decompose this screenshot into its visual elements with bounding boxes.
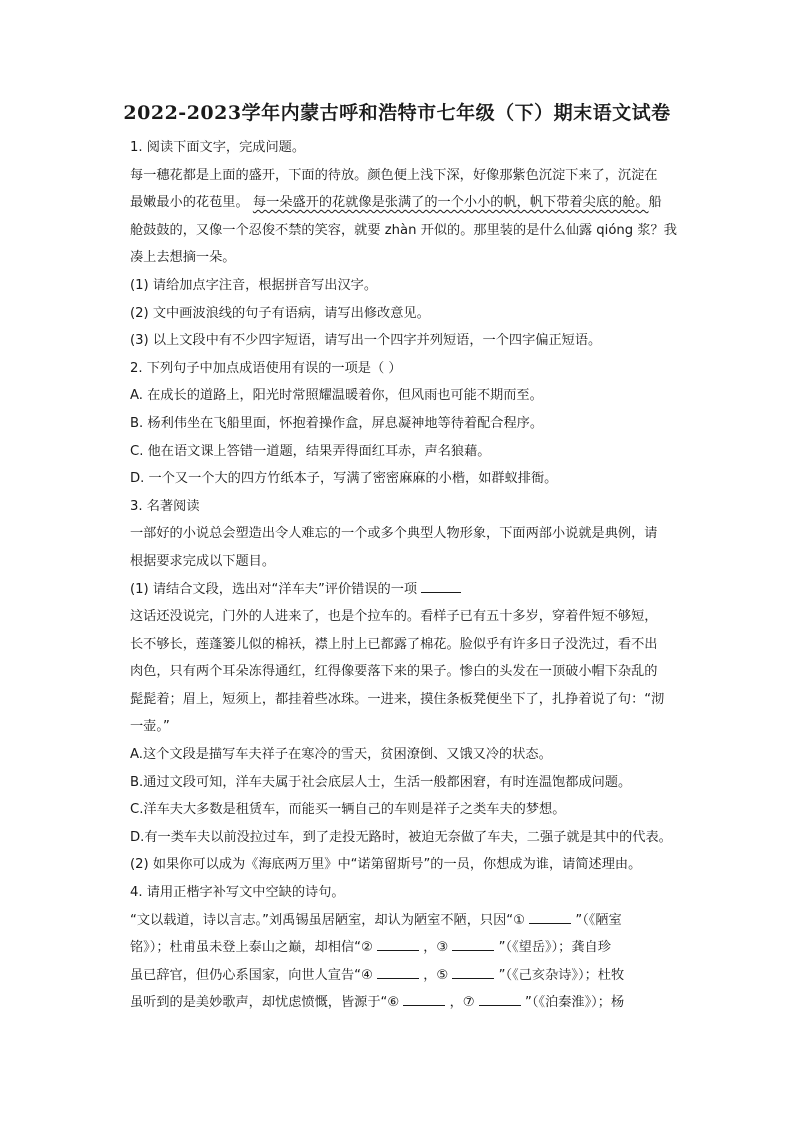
q2-option-b: B. 杨利伟坐在飞船里面，怀抱着操作盒，屏息凝神地等待着配合程序。 [130,415,544,431]
q3-text-line-3: 肉色，只有两个耳朵冻得通红，红得像要落下来的果子。惨白的头发在一顶破小帽下杂乱的 [130,664,658,680]
q4-text: ，③ [419,940,453,956]
q1-wavy-sentence: 每一朵盛开的花就像是张满了的一个小小的帆，帆下带着尖底的舱。 [252,195,649,211]
q4-text: “文以载道，诗以言志。”刘禹锡虽居陋室，却认为陋室不陋，只因“① [130,912,530,928]
page-title: 2022-2023学年内蒙古呼和浩特市七年级（下）期末语文试卷 [123,102,671,124]
q3-text-line-5: 一壶。” [130,719,170,735]
q2-head: 2. 下列句子中加点成语使用有误的一项是（ ） [130,360,402,376]
q1-passage-line-2 [130,189,694,217]
q4-text: ”（《陋室 [571,912,622,928]
q3-intro-line-1: 一部好的小说总会塑造出令人难忘的一个或多个典型人物形象，下面两部小说就是典例，请 [130,526,658,542]
q3-intro-line-2: 根据要求完成以下题目。 [130,553,276,569]
q4-line-4 [130,989,694,1017]
q4-text: ”（《己亥杂诗》）；杜牧 [494,967,625,983]
q4-text: 虽已辞官，但仍心系国家，向世人宣告“④ [130,967,378,983]
q1-text: 最嫩最小的花苞里。 [130,195,253,211]
answer-blank[interactable] [421,577,461,593]
answer-blank-3[interactable] [452,935,494,951]
q1-passage-line-4: 凑上去想摘一朵。 [130,250,236,266]
q2-option-a: A. 在成长的道路上，阳光时常照耀温暖着你，但风雨也可能不期而至。 [130,388,543,404]
q4-line-3 [130,962,694,990]
answer-blank-2[interactable] [377,935,419,951]
q4-line-2 [130,934,694,962]
q4-line-1 [130,907,694,935]
q3-subquestion-2: (2) 如果你可以成为《海底两万里》中“诺第留斯号”的一员，你想成为谁，请简述理由。 [130,857,642,873]
answer-blank-4[interactable] [377,963,419,979]
q1-passage-line-1: 每一穗花都是上面的盛开，下面的待放。颜色便上浅下深，好像那紫色沉淀下来了，沉淀在 [130,167,658,183]
exam-body [130,134,694,1017]
answer-blank-5[interactable] [452,963,494,979]
q3-text-line-1: 这话还没说完，门外的人进来了，也是个拉车的。看样子已有五十多岁，穿着件短不够短， [130,609,658,625]
q3-option-c: C.洋车夫大多数是租赁车，而能买一辆自己的车则是祥子之类车夫的梦想。 [130,802,566,818]
q3-option-a: A.这个文段是描写车夫祥子在寒冷的雪天，贫困潦倒、又饿又冷的状态。 [130,747,552,763]
q3-text-line-4: 髭髭着；眉上，短须上，都挂着些冰珠。一进来，摸住条板凳便坐下了，扎挣着说了句：“沏 [130,691,665,707]
q4-text: ”（《泊秦淮》）；杨 [520,995,625,1011]
q1-passage-line-3: 舱鼓鼓的，又像一个忍俊不禁的笑容，就要 zhàn 开似的。那里装的是什么仙露 qióng 浆？我 [130,222,677,238]
q3-s1-text: (1) 请结合文段，选出对“洋车夫”评价错误的一项 [130,581,422,597]
q1-subquestion-1: (1) 请给加点字注音，根据拼音写出汉字。 [130,277,378,293]
q3-option-b: B.通过文段可知，洋车夫属于社会底层人士，生活一般都困窘，有时连温饱都成问题。 [130,774,632,790]
q4-text: 铭》）；杜甫虽未登上泰山之巅，却相信“② [130,940,378,956]
q4-head: 4. 请用正楷字补写文中空缺的诗句。 [130,885,345,901]
q3-subquestion-1 [130,576,694,604]
q3-head: 3. 名著阅读 [130,498,200,514]
q1-head: 1. 阅读下面文字，完成问题。 [130,140,306,155]
q3-text-line-2: 长不够长，莲蓬篓儿似的棉袄，襟上肘上已都露了棉花。脸似乎有许多日子没洗过，看不出 [130,636,658,652]
answer-blank-7[interactable] [479,990,521,1006]
q1-subquestion-3: (3) 以上文段中有不少四字短语，请写出一个四字并列短语，一个四字偏正短语。 [130,333,602,349]
q1-text: 船 [648,195,662,211]
answer-blank-1[interactable] [529,908,571,924]
q3-option-d: D.有一类车夫以前没拉过车，到了走投无路时，被迫无奈做了车夫，二强子就是其中的代表。 [130,829,672,845]
q2-option-c: C. 他在语文课上答错一道题，结果弄得面红耳赤，声名狼藉。 [130,443,491,459]
q4-text: ，⑦ [445,995,479,1011]
q2-option-d: D. 一个又一个大的四方竹纸本子，写满了密密麻麻的小楷，如群蚁排衙。 [130,471,558,487]
q1-subquestion-2: (2) 文中画波浪线的句子有语病，请写出修改意见。 [130,305,430,321]
q4-text: 虽听到的是美妙歌声，却忧虑愤慨，皆源于“⑥ [130,995,404,1011]
q4-text: ”（《望岳》）；龚自珍 [494,940,611,956]
q4-text: ，⑤ [419,967,453,983]
answer-blank-6[interactable] [403,990,445,1006]
